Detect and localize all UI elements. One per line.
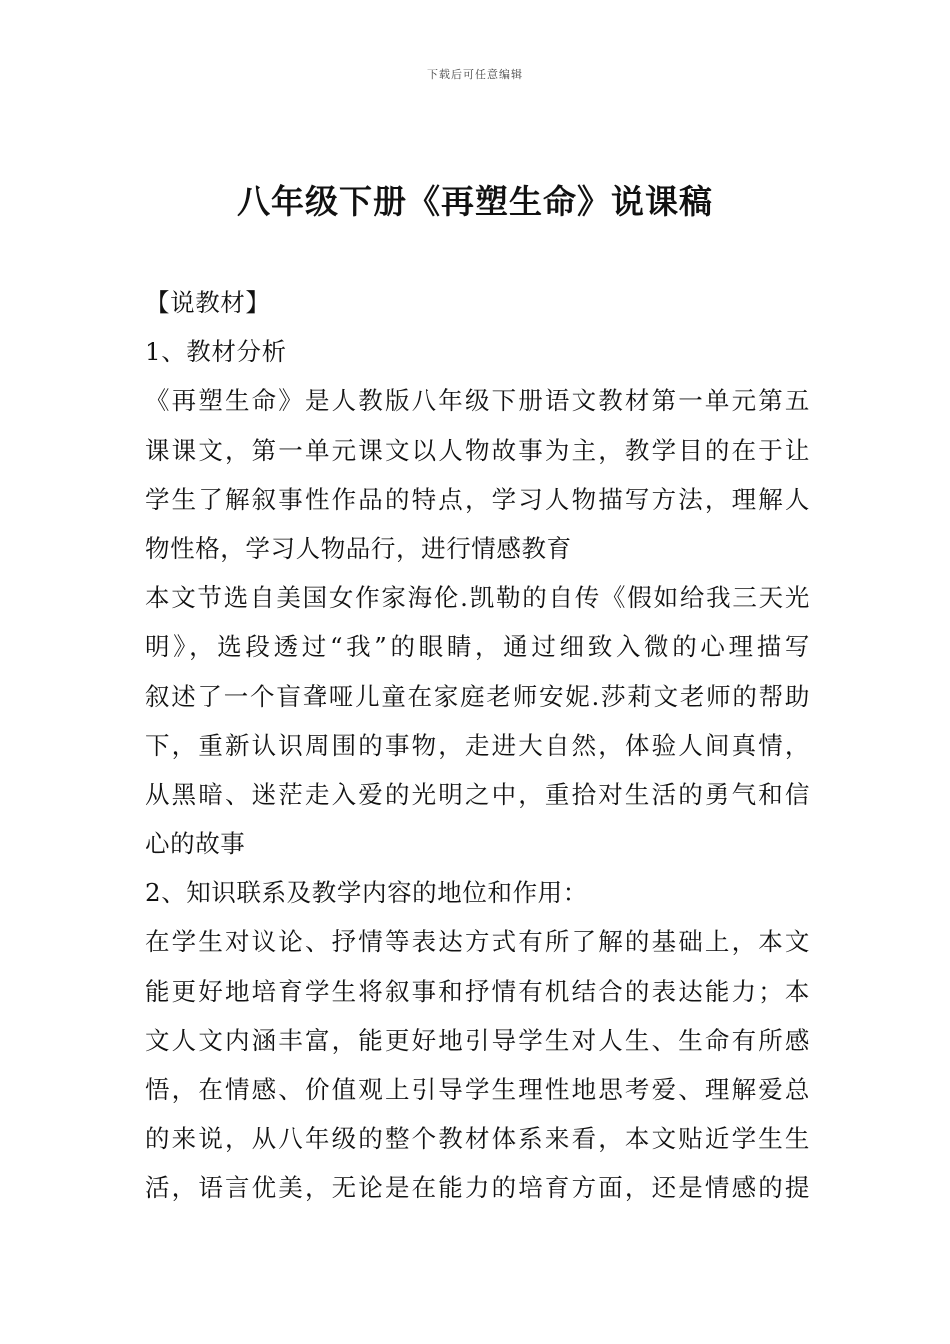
paragraph-line: 明》，选段透过“我”的眼睛，通过细致入微的心理描写 bbox=[145, 632, 810, 662]
paragraph-line: 物性格，学习人物品行，进行情感教育 bbox=[145, 533, 572, 563]
header-note: 下载后可任意编辑 bbox=[427, 68, 523, 81]
paragraph-line: 文人文内涵丰富，能更好地引导学生对人生、生命有所感 bbox=[145, 1025, 810, 1055]
paragraph-line: 本文节选自美国女作家海伦.凯勒的自传《假如给我三天光 bbox=[145, 583, 810, 613]
paragraph-line: 从黑暗、迷茫走入爱的光明之中，重拾对生活的勇气和信 bbox=[145, 779, 810, 809]
paragraph-line: 学生了解叙事性作品的特点，学习人物描写方法，理解人 bbox=[145, 484, 810, 514]
paragraph-line: 心的故事 bbox=[145, 829, 246, 859]
paragraph-line: 悟，在情感、价值观上引导学生理性地思考爱、理解爱总 bbox=[145, 1075, 810, 1104]
paragraph-line: 课课文，第一单元课文以人物故事为主，教学目的在于让 bbox=[145, 435, 810, 465]
subsection-heading: 1、教材分析 bbox=[145, 337, 287, 367]
subsection-heading: 2、知识联系及教学内容的地位和作用： bbox=[145, 878, 588, 908]
paragraph-line: 《再塑生命》是人教版八年级下册语文教材第一单元第五 bbox=[145, 386, 810, 416]
paragraph-line: 叙述了一个盲聋哑儿童在家庭老师安妮.莎莉文老师的帮助 bbox=[145, 681, 810, 711]
paragraph-line: 能更好地培育学生将叙事和抒情有机结合的表达能力；本 bbox=[145, 976, 810, 1006]
section-heading: 【说教材】 bbox=[145, 288, 271, 317]
paragraph-line: 的来说，从八年级的整个教材体系来看，本文贴近学生生 bbox=[145, 1124, 810, 1154]
paragraph-line: 下，重新认识周围的事物，走进大自然，体验人间真情， bbox=[145, 730, 810, 760]
paragraph-line: 活，语言优美，无论是在能力的培育方面，还是情感的提 bbox=[145, 1173, 810, 1203]
body-text bbox=[145, 278, 810, 1213]
paragraph-line: 在学生对议论、抒情等表达方式有所了解的基础上，本文 bbox=[145, 927, 810, 957]
page-title: 八年级下册《再塑生命》说课稿 bbox=[237, 182, 713, 221]
